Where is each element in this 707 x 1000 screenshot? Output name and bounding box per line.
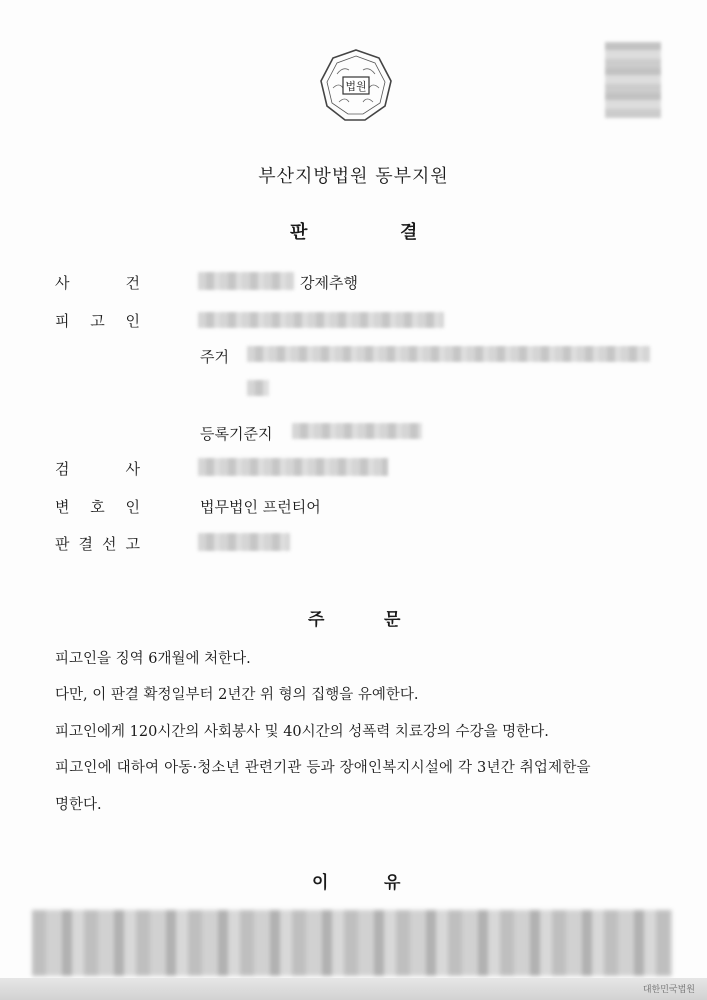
redacted-reason-text: [32, 910, 672, 976]
order-title-char-2: 문: [384, 610, 401, 630]
order-line-5: 명한다.: [55, 797, 102, 813]
redacted-photo: [605, 42, 661, 118]
defendant-label: 피 고 인: [55, 312, 140, 330]
prosecutor-label: 검 사: [55, 460, 140, 478]
redacted-prosecutor: [198, 458, 388, 476]
court-seal-icon: [317, 46, 395, 124]
reason-title-char-1: 이: [312, 873, 329, 893]
order-line-4: 피고인에 대하여 아동·청소년 관련기관 등과 장애인복지시설에 각 3년간 취업제한을: [55, 760, 591, 776]
sentencing-date-label: 판 결 선 고: [55, 535, 140, 553]
order-line-1: 피고인을 징역 6개월에 처한다.: [55, 651, 251, 667]
document-title-char-2: 결: [400, 222, 418, 243]
redacted-address-line-2: [247, 380, 269, 396]
registration-label: 등록기준지: [200, 425, 273, 443]
address-label: 주거: [200, 348, 229, 366]
redacted-defendant: [198, 312, 444, 328]
document-title-char-1: 판: [290, 222, 308, 243]
redacted-address: [247, 346, 650, 362]
reason-title-char-2: 유: [384, 873, 401, 893]
seal-text: 법원: [345, 80, 367, 93]
court-name: 부산지방법원 동부지원: [258, 166, 449, 187]
footer-watermark: 대한민국법원: [642, 985, 695, 995]
redacted-sentencing-date: [198, 533, 290, 551]
order-line-3: 피고인에게 120시간의 사회봉사 및 40시간의 성폭력 치료강의 수강을 명한다.: [55, 724, 549, 740]
case-name: 강제추행: [300, 274, 358, 292]
order-title-char-1: 주: [308, 610, 325, 630]
lawyer-name: 법무법인 프런티어: [200, 498, 321, 516]
case-label: 사 건: [55, 274, 140, 292]
redacted-registration: [292, 423, 422, 439]
footer-band: [0, 978, 707, 1000]
order-line-2: 다만, 이 판결 확정일부터 2년간 위 형의 집행을 유예한다.: [55, 687, 419, 703]
redacted-case-number: [198, 272, 294, 290]
lawyer-label: 변 호 인: [55, 498, 140, 516]
